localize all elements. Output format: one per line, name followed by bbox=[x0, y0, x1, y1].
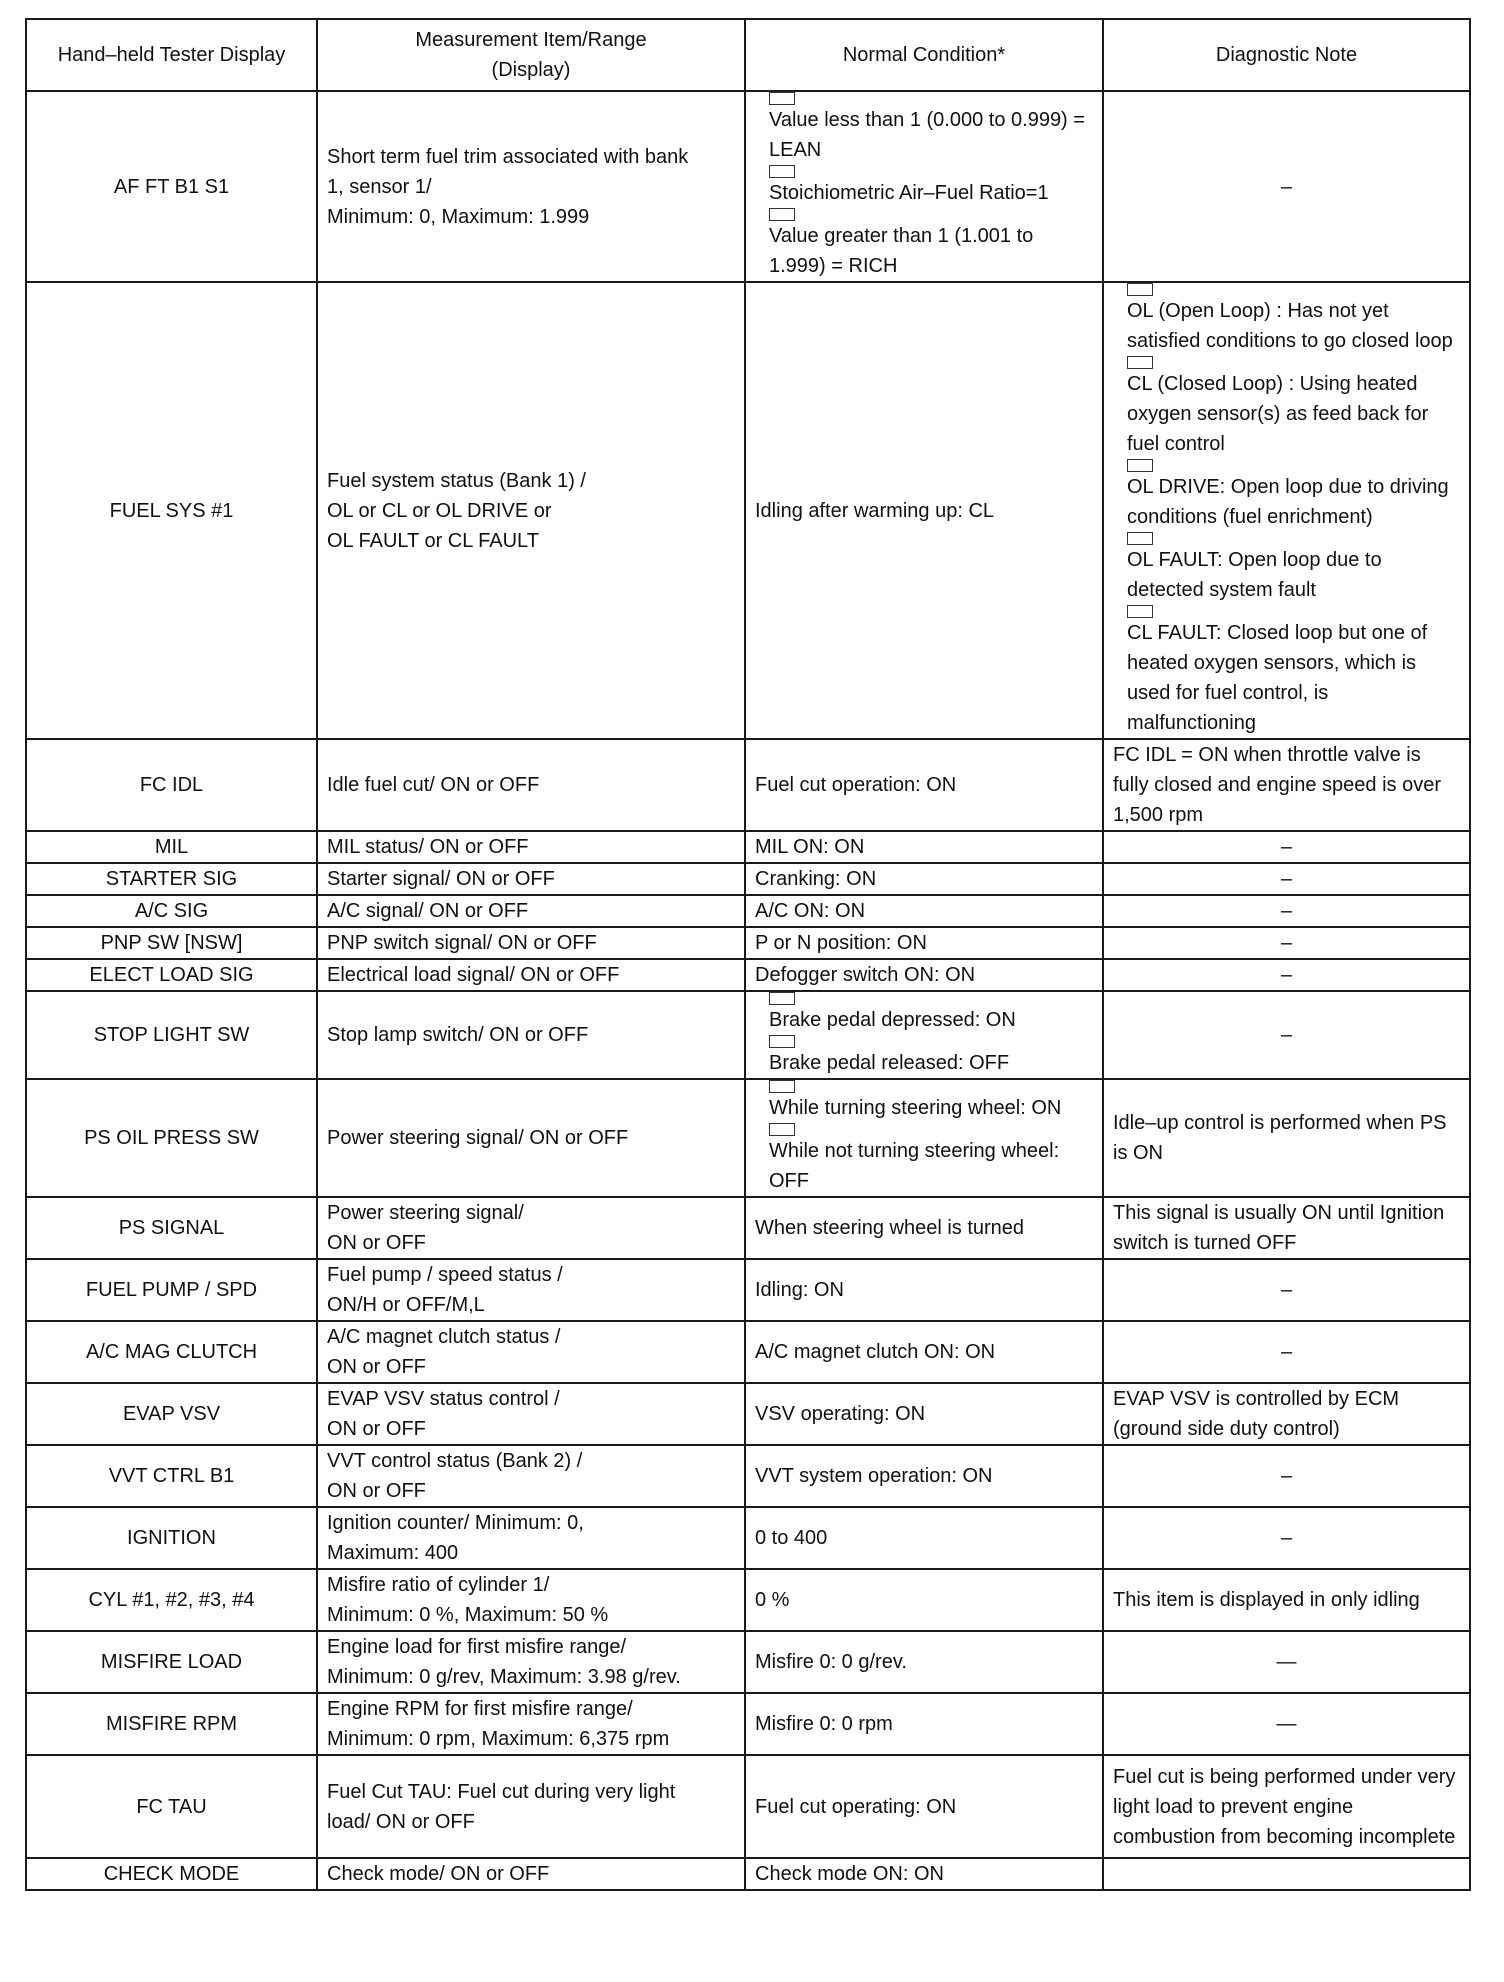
measurement-line: A/C magnet clutch status / bbox=[327, 1326, 561, 1348]
normal-line: When steering wheel is turned bbox=[755, 1217, 1025, 1239]
measurement-cell bbox=[317, 1259, 745, 1321]
normal-condition-cell bbox=[745, 959, 1103, 991]
measurement-line: PNP switch signal/ ON or OFF bbox=[327, 932, 597, 954]
measurement-line: VVT control status (Bank 2) / bbox=[327, 1450, 583, 1472]
normal-condition-cell bbox=[745, 863, 1103, 895]
tester-display-cell: AF FT B1 S1 bbox=[26, 91, 317, 282]
diagnostic-note-cell bbox=[1103, 1569, 1470, 1631]
measurement-line: A/C signal/ ON or OFF bbox=[327, 900, 529, 922]
table-row bbox=[26, 831, 1470, 863]
table-row bbox=[26, 1755, 1470, 1858]
checkbox-bullet-icon bbox=[769, 92, 795, 105]
note-line: — bbox=[1276, 1651, 1297, 1673]
measurement-line: Ignition counter/ Minimum: 0, bbox=[327, 1512, 584, 1534]
diagnostic-note-cell bbox=[1103, 1858, 1470, 1890]
measurement-cell bbox=[317, 739, 745, 831]
note-line: – bbox=[1280, 900, 1293, 922]
table-row bbox=[26, 739, 1470, 831]
normal-condition-cell bbox=[745, 895, 1103, 927]
measurement-line: ON or OFF bbox=[327, 1356, 426, 1378]
normal-condition-cell bbox=[745, 831, 1103, 863]
normal-condition-cell bbox=[745, 1755, 1103, 1858]
note-line: Fuel cut is being performed under very light load to prevent engine combustion from becoming incomplete bbox=[1113, 1765, 1456, 1848]
checkbox-bullet-icon bbox=[769, 1123, 795, 1136]
normal-line: While turning steering wheel: ON bbox=[755, 1080, 1093, 1123]
diagnostic-note-cell bbox=[1103, 959, 1470, 991]
normal-condition-cell bbox=[745, 1079, 1103, 1197]
header-display: Hand–held Tester Display bbox=[26, 19, 317, 91]
note-line: – bbox=[1280, 932, 1293, 954]
normal-condition-cell bbox=[745, 927, 1103, 959]
normal-condition-cell bbox=[745, 1383, 1103, 1445]
diagnostic-note-cell bbox=[1103, 863, 1470, 895]
normal-line: P or N position: ON bbox=[755, 932, 927, 954]
table-row bbox=[26, 1197, 1470, 1259]
normal-condition-cell bbox=[745, 739, 1103, 831]
normal-line: Brake pedal depressed: ON bbox=[755, 992, 1093, 1035]
normal-line: Brake pedal released: OFF bbox=[755, 1035, 1093, 1078]
measurement-line: Minimum: 0 g/rev, Maximum: 3.98 g/rev. bbox=[327, 1666, 681, 1688]
normal-line: Misfire 0: 0 rpm bbox=[755, 1713, 893, 1735]
measurement-line: ON or OFF bbox=[327, 1480, 426, 1502]
table-row bbox=[26, 863, 1470, 895]
tester-display-cell: CHECK MODE bbox=[26, 1858, 317, 1890]
note-line: – bbox=[1280, 1341, 1293, 1363]
diagnostic-note-cell bbox=[1103, 91, 1470, 282]
diagnostic-note-cell bbox=[1103, 1755, 1470, 1858]
note-line: – bbox=[1280, 964, 1293, 986]
tester-display-cell: FUEL PUMP / SPD bbox=[26, 1259, 317, 1321]
normal-line: Fuel cut operating: ON bbox=[755, 1795, 957, 1818]
measurement-line: Power steering signal/ bbox=[327, 1202, 524, 1224]
measurement-line: Minimum: 0 rpm, Maximum: 6,375 rpm bbox=[327, 1728, 670, 1750]
note-line: – bbox=[1280, 868, 1293, 890]
table-row bbox=[26, 1445, 1470, 1507]
measurement-line: Fuel Cut TAU: Fuel cut during very light bbox=[327, 1780, 676, 1803]
tester-display-cell: FC TAU bbox=[26, 1755, 317, 1858]
note-line: FC IDL = ON when throttle valve is fully closed and engine speed is over 1,500 rpm bbox=[1113, 744, 1441, 826]
table-row bbox=[26, 1321, 1470, 1383]
normal-line: Cranking: ON bbox=[755, 868, 877, 890]
measurement-line: OL or CL or OL DRIVE or bbox=[327, 499, 552, 522]
tester-display-cell: ELECT LOAD SIG bbox=[26, 959, 317, 991]
checkbox-bullet-icon bbox=[1127, 356, 1153, 369]
diagnostic-note-cell bbox=[1103, 1631, 1470, 1693]
tester-display-cell: MISFIRE LOAD bbox=[26, 1631, 317, 1693]
measurement-cell bbox=[317, 1507, 745, 1569]
measurement-cell bbox=[317, 1079, 745, 1197]
table-row bbox=[26, 1569, 1470, 1631]
diagnostic-note-cell bbox=[1103, 991, 1470, 1079]
tester-display-cell: IGNITION bbox=[26, 1507, 317, 1569]
note-line: This signal is usually ON until Ignition switch is turned OFF bbox=[1113, 1202, 1445, 1254]
tester-display-cell: STOP LIGHT SW bbox=[26, 991, 317, 1079]
normal-condition-cell bbox=[745, 991, 1103, 1079]
diagnostic-note-cell bbox=[1103, 1259, 1470, 1321]
normal-line: MIL ON: ON bbox=[755, 836, 865, 858]
note-line: CL FAULT: Closed loop but one of heated oxygen sensors, which is used for fuel control, is malfunctioning bbox=[1113, 605, 1460, 738]
measurement-line: ON/H or OFF/M,L bbox=[327, 1294, 485, 1316]
data-list-table bbox=[25, 18, 1471, 1891]
diagnostic-note-cell bbox=[1103, 1383, 1470, 1445]
measurement-line: Minimum: 0 %, Maximum: 50 % bbox=[327, 1604, 609, 1626]
measurement-cell bbox=[317, 863, 745, 895]
diagnostic-note-cell bbox=[1103, 1445, 1470, 1507]
note-line: CL (Closed Loop) : Using heated oxygen sensor(s) as feed back for fuel control bbox=[1113, 356, 1460, 459]
normal-line: Idling: ON bbox=[755, 1279, 844, 1301]
diagnostic-note-cell bbox=[1103, 1507, 1470, 1569]
normal-line: Stoichiometric Air–Fuel Ratio=1 bbox=[755, 165, 1093, 208]
normal-line: VVT system operation: ON bbox=[755, 1465, 993, 1487]
measurement-cell bbox=[317, 1383, 745, 1445]
normal-condition-cell bbox=[745, 1631, 1103, 1693]
diagnostic-note-cell bbox=[1103, 831, 1470, 863]
measurement-cell bbox=[317, 959, 745, 991]
measurement-line: Engine load for first misfire range/ bbox=[327, 1636, 627, 1658]
measurement-line: 1, sensor 1/ bbox=[327, 175, 432, 198]
measurement-line: Stop lamp switch/ ON or OFF bbox=[327, 1024, 589, 1046]
checkbox-bullet-icon bbox=[1127, 283, 1153, 296]
normal-condition-cell bbox=[745, 282, 1103, 739]
measurement-cell bbox=[317, 1631, 745, 1693]
note-line: EVAP VSV is controlled by ECM (ground side duty control) bbox=[1113, 1388, 1400, 1440]
normal-line: While not turning steering wheel: OFF bbox=[755, 1123, 1093, 1196]
normal-line: Value greater than 1 (1.001 to 1.999) = RICH bbox=[755, 208, 1093, 281]
measurement-line: ON or OFF bbox=[327, 1232, 426, 1254]
table-row bbox=[26, 927, 1470, 959]
diagnostic-note-cell bbox=[1103, 1197, 1470, 1259]
table-row bbox=[26, 1631, 1470, 1693]
tester-display-cell: PS SIGNAL bbox=[26, 1197, 317, 1259]
measurement-line: Idle fuel cut/ ON or OFF bbox=[327, 774, 540, 796]
diagnostic-note-cell bbox=[1103, 739, 1470, 831]
measurement-cell bbox=[317, 895, 745, 927]
diagnostic-note-cell bbox=[1103, 282, 1470, 739]
note-line: — bbox=[1276, 1713, 1297, 1735]
normal-condition-cell bbox=[745, 1569, 1103, 1631]
tester-display-cell: FC IDL bbox=[26, 739, 317, 831]
measurement-line: MIL status/ ON or OFF bbox=[327, 836, 529, 858]
measurement-cell bbox=[317, 991, 745, 1079]
normal-line: Value less than 1 (0.000 to 0.999) = LEAN bbox=[755, 92, 1093, 165]
measurement-cell bbox=[317, 927, 745, 959]
measurement-line: Power steering signal/ ON or OFF bbox=[327, 1127, 629, 1149]
normal-condition-cell bbox=[745, 91, 1103, 282]
checkbox-bullet-icon bbox=[769, 1080, 795, 1093]
normal-line: Idling after warming up: CL bbox=[755, 499, 995, 522]
measurement-line: Short term fuel trim associated with bank bbox=[327, 145, 689, 168]
measurement-cell bbox=[317, 1755, 745, 1858]
measurement-cell bbox=[317, 831, 745, 863]
normal-line: Misfire 0: 0 g/rev. bbox=[755, 1651, 907, 1673]
diagnostic-note-cell bbox=[1103, 927, 1470, 959]
measurement-line: Check mode/ ON or OFF bbox=[327, 1863, 550, 1885]
normal-line: Fuel cut operation: ON bbox=[755, 774, 957, 796]
tester-display-cell: PS OIL PRESS SW bbox=[26, 1079, 317, 1197]
note-line: – bbox=[1280, 836, 1293, 858]
note-line: This item is displayed in only idling bbox=[1113, 1589, 1420, 1611]
normal-line: A/C ON: ON bbox=[755, 900, 866, 922]
table-body bbox=[26, 91, 1470, 1890]
diagnostic-note-cell bbox=[1103, 1321, 1470, 1383]
page bbox=[25, 18, 1469, 1891]
normal-line: VSV operating: ON bbox=[755, 1403, 926, 1425]
measurement-line: EVAP VSV status control / bbox=[327, 1388, 560, 1410]
normal-line: Defogger switch ON: ON bbox=[755, 964, 976, 986]
measurement-line: ON or OFF bbox=[327, 1418, 426, 1440]
normal-condition-cell bbox=[745, 1693, 1103, 1755]
measurement-line: Misfire ratio of cylinder 1/ bbox=[327, 1574, 550, 1596]
checkbox-bullet-icon bbox=[769, 208, 795, 221]
measurement-line: Minimum: 0, Maximum: 1.999 bbox=[327, 205, 590, 228]
header-row bbox=[26, 19, 1470, 91]
note-line: Idle–up control is performed when PS is ON bbox=[1113, 1112, 1447, 1164]
checkbox-bullet-icon bbox=[1127, 605, 1153, 618]
checkbox-bullet-icon bbox=[1127, 532, 1153, 545]
table-row bbox=[26, 1079, 1470, 1197]
normal-line: 0 to 400 bbox=[755, 1527, 828, 1549]
measurement-cell bbox=[317, 1197, 745, 1259]
note-line: OL (Open Loop) : Has not yet satisfied conditions to go closed loop bbox=[1113, 283, 1460, 356]
measurement-line: Electrical load signal/ ON or OFF bbox=[327, 964, 620, 986]
measurement-cell bbox=[317, 282, 745, 739]
measurement-line: Fuel system status (Bank 1) / bbox=[327, 469, 586, 492]
measurement-line: OL FAULT or CL FAULT bbox=[327, 529, 539, 552]
normal-condition-cell bbox=[745, 1445, 1103, 1507]
table-row bbox=[26, 895, 1470, 927]
tester-display-cell: A/C SIG bbox=[26, 895, 317, 927]
normal-line: Check mode ON: ON bbox=[755, 1863, 944, 1885]
table-row bbox=[26, 991, 1470, 1079]
measurement-cell bbox=[317, 1569, 745, 1631]
measurement-cell bbox=[317, 1858, 745, 1890]
diagnostic-note-cell bbox=[1103, 1079, 1470, 1197]
header-measurement: Measurement Item/Range (Display) bbox=[317, 19, 745, 91]
measurement-cell bbox=[317, 91, 745, 282]
normal-condition-cell bbox=[745, 1858, 1103, 1890]
normal-line: 0 % bbox=[755, 1589, 790, 1611]
checkbox-bullet-icon bbox=[769, 1035, 795, 1048]
table-row bbox=[26, 91, 1470, 282]
note-line: – bbox=[1280, 175, 1293, 198]
header-normal-condition: Normal Condition* bbox=[745, 19, 1103, 91]
note-line: – bbox=[1280, 1527, 1293, 1549]
measurement-line: load/ ON or OFF bbox=[327, 1810, 475, 1833]
normal-line: A/C magnet clutch ON: ON bbox=[755, 1341, 996, 1363]
tester-display-cell: FUEL SYS #1 bbox=[26, 282, 317, 739]
measurement-cell bbox=[317, 1445, 745, 1507]
normal-condition-cell bbox=[745, 1197, 1103, 1259]
note-line: – bbox=[1280, 1279, 1293, 1301]
table-row bbox=[26, 1858, 1470, 1890]
normal-condition-cell bbox=[745, 1321, 1103, 1383]
tester-display-cell: STARTER SIG bbox=[26, 863, 317, 895]
diagnostic-note-cell bbox=[1103, 1693, 1470, 1755]
normal-condition-cell bbox=[745, 1259, 1103, 1321]
tester-display-cell: MIL bbox=[26, 831, 317, 863]
table-row bbox=[26, 959, 1470, 991]
tester-display-cell: EVAP VSV bbox=[26, 1383, 317, 1445]
measurement-cell bbox=[317, 1321, 745, 1383]
note-line: – bbox=[1280, 1465, 1293, 1487]
measurement-line: Engine RPM for first misfire range/ bbox=[327, 1698, 633, 1720]
note-line: OL DRIVE: Open loop due to driving conditions (fuel enrichment) bbox=[1113, 459, 1460, 532]
note-line: – bbox=[1280, 1024, 1293, 1046]
diagnostic-note-cell bbox=[1103, 895, 1470, 927]
tester-display-cell: VVT CTRL B1 bbox=[26, 1445, 317, 1507]
header-diagnostic-note: Diagnostic Note bbox=[1103, 19, 1470, 91]
checkbox-bullet-icon bbox=[1127, 459, 1153, 472]
measurement-cell bbox=[317, 1693, 745, 1755]
tester-display-cell: MISFIRE RPM bbox=[26, 1693, 317, 1755]
table-row bbox=[26, 282, 1470, 739]
checkbox-bullet-icon bbox=[769, 165, 795, 178]
table-row bbox=[26, 1259, 1470, 1321]
normal-condition-cell bbox=[745, 1507, 1103, 1569]
checkbox-bullet-icon bbox=[769, 992, 795, 1005]
tester-display-cell: A/C MAG CLUTCH bbox=[26, 1321, 317, 1383]
table-row bbox=[26, 1383, 1470, 1445]
measurement-line: Maximum: 400 bbox=[327, 1542, 459, 1564]
measurement-line: Starter signal/ ON or OFF bbox=[327, 868, 555, 890]
tester-display-cell: PNP SW [NSW] bbox=[26, 927, 317, 959]
measurement-line: Fuel pump / speed status / bbox=[327, 1264, 563, 1286]
table-row bbox=[26, 1693, 1470, 1755]
tester-display-cell: CYL #1, #2, #3, #4 bbox=[26, 1569, 317, 1631]
table-row bbox=[26, 1507, 1470, 1569]
note-line: OL FAULT: Open loop due to detected system fault bbox=[1113, 532, 1460, 605]
